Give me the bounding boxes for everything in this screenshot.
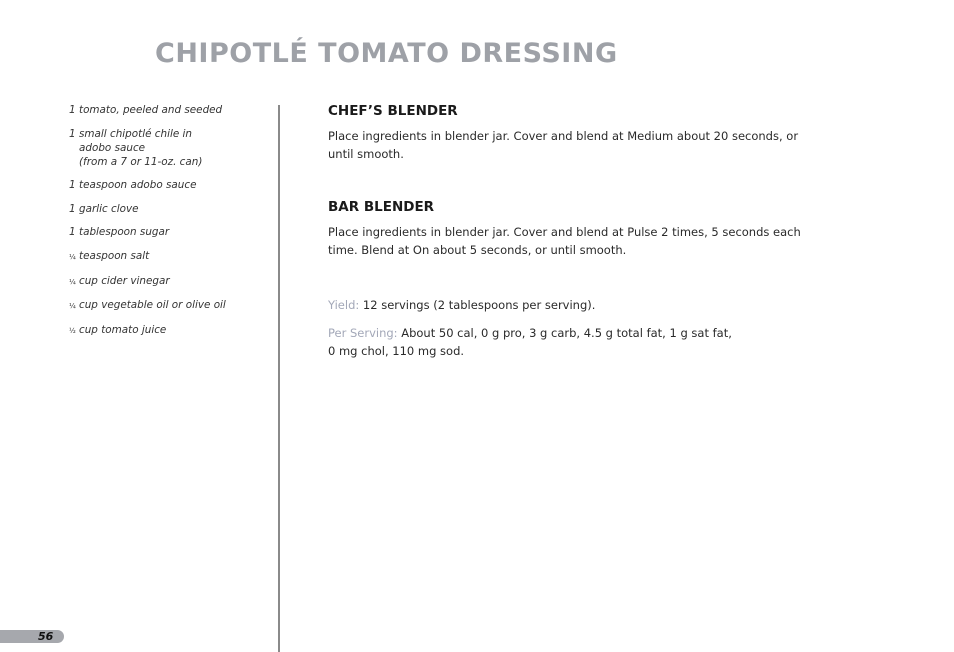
ingredient-item xyxy=(54,225,274,239)
ingredient-text: teaspoon salt xyxy=(79,249,150,262)
ingredient-text: cup tomato juice xyxy=(79,323,167,336)
ingredient-text: cup cider vinegar xyxy=(79,274,170,287)
ingredient-text: small chipotlé chile in adobo sauce (from a 7 or 11-oz. can) xyxy=(79,127,203,168)
ingredient-qty: ¼ xyxy=(69,277,76,286)
ingredient-item xyxy=(54,127,274,169)
per-serving-label: Per Serving: xyxy=(328,326,398,340)
ingredient-text: cup vegetable oil or olive oil xyxy=(79,299,226,312)
ingredient-text: tablespoon sugar xyxy=(79,226,170,239)
chefs-blender-heading: CHEF’S BLENDER xyxy=(328,103,458,119)
ingredient-qty: 1 xyxy=(69,104,76,116)
ingredient-qty: 1 xyxy=(69,179,76,192)
ingredient-qty: ½ xyxy=(69,326,76,335)
ingredient-item xyxy=(54,274,274,289)
per-serving-text: About 50 cal, 0 g pro, 3 g carb, 4.5 g total fat, 1 g sat fat, 0 mg chol, 110 mg sod. xyxy=(328,326,732,358)
ingredient-qty: ¼ xyxy=(69,302,76,311)
per-serving-line xyxy=(328,324,738,360)
ingredient-item xyxy=(54,323,274,338)
bar-blender-heading: BAR BLENDER xyxy=(328,199,435,215)
ingredient-qty: 1 xyxy=(69,226,76,239)
ingredient-item xyxy=(54,298,274,313)
ingredient-text: tomato, peeled and seeded xyxy=(79,104,223,116)
yield-label: Yield: xyxy=(328,298,360,312)
yield-text: 12 servings (2 tablespoons per serving). xyxy=(362,298,596,312)
ingredient-item xyxy=(54,202,274,216)
ingredient-item xyxy=(54,249,274,264)
ingredient-qty: ¼ xyxy=(69,252,76,261)
chefs-blender-instructions: Place ingredients in blender jar. Cover and blend at Medium about 20 seconds, or until smooth. xyxy=(328,129,799,161)
ingredient-item xyxy=(54,178,274,192)
ingredient-text: teaspoon adobo sauce xyxy=(79,179,197,192)
ingredient-qty: 1 xyxy=(69,127,76,140)
ingredient-qty: 1 xyxy=(69,202,76,215)
yield-line xyxy=(328,296,758,314)
ingredient-list xyxy=(54,103,274,347)
page-number: 56 xyxy=(38,630,54,643)
bar-blender-instructions: Place ingredients in blender jar. Cover and blend at Pulse 2 times, 5 seconds each time. Blend at On about 5 seconds, or until smooth. xyxy=(328,225,801,257)
ingredient-text: garlic clove xyxy=(79,202,139,215)
column-divider xyxy=(278,105,280,652)
ingredient-item xyxy=(54,103,274,117)
page-title: CHIPOTLÉ TOMATO DRESSING xyxy=(155,38,618,69)
page-number-tab xyxy=(0,630,64,643)
